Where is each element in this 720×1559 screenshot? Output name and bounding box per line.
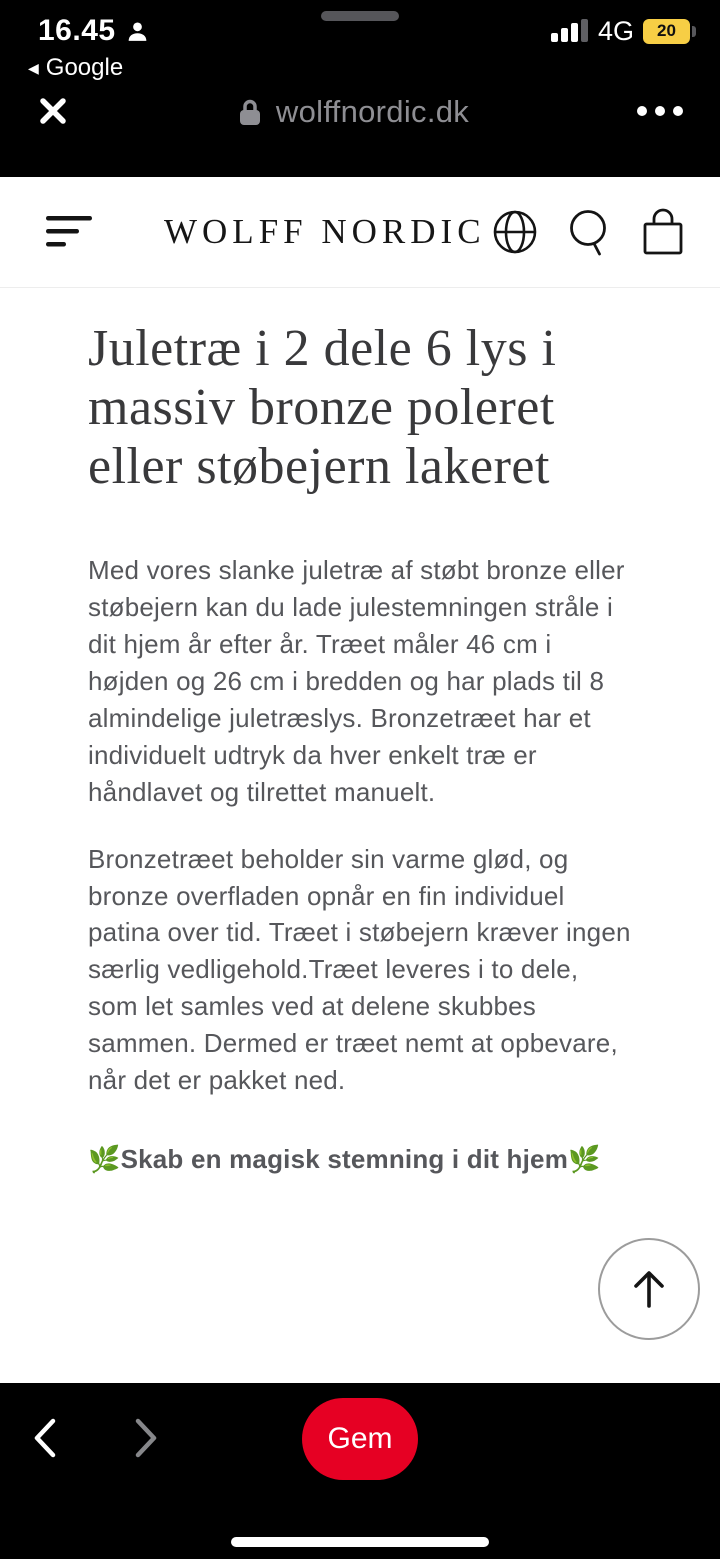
battery-percent: 20 xyxy=(657,21,676,40)
url-display[interactable] xyxy=(70,94,636,130)
nav-back-button[interactable] xyxy=(30,1416,58,1460)
pinterest-browser-bar xyxy=(0,1383,720,1559)
site-header xyxy=(0,177,720,288)
highlight-text: 🌿Skab en magisk stemning i dit hjem🌿 xyxy=(88,1143,601,1174)
ellipsis-icon xyxy=(636,105,684,117)
status-right xyxy=(551,16,696,47)
top-chrome xyxy=(0,0,720,177)
product-description xyxy=(0,288,720,1178)
chevron-right-icon xyxy=(133,1416,161,1460)
description-paragraph-2: Bronzetræet beholder sin varme glød, og bronze overfladen opnår en fin individuel patina over tid. Træet i støbejern kræver ingen særlig vedligehold.Træet leveres i to dele, som let samles ved at delene skubbes sammen. Dermed er træet nemt at opbevare, når det er pakket ned. xyxy=(88,843,631,1096)
globe-icon xyxy=(492,209,538,255)
webpage-viewport xyxy=(0,177,720,1383)
menu-button[interactable] xyxy=(46,215,94,249)
menu-icon xyxy=(46,215,94,249)
cart-bag-button[interactable] xyxy=(640,207,686,257)
home-indicator[interactable] xyxy=(231,1537,489,1547)
focus-person-icon xyxy=(125,19,150,44)
search-icon xyxy=(567,208,611,256)
battery-body xyxy=(643,19,690,44)
product-title: Juletræ i 2 dele 6 lys i massiv bronze poleret eller støbejern lakeret xyxy=(88,320,557,495)
close-browser-button[interactable] xyxy=(36,94,70,131)
back-app-label: Google xyxy=(45,54,124,81)
language-globe-button[interactable] xyxy=(492,209,538,255)
close-icon xyxy=(36,94,70,128)
search-button[interactable] xyxy=(567,208,611,256)
arrow-up-icon xyxy=(630,1268,668,1310)
shopping-bag-icon xyxy=(640,207,686,257)
url-text: wolffnordic.dk xyxy=(275,94,470,129)
save-pin-button[interactable]: Gem xyxy=(302,1398,418,1480)
chevron-left-icon xyxy=(30,1416,58,1460)
header-icons xyxy=(492,207,686,257)
battery-nub xyxy=(692,26,696,37)
browser-bar xyxy=(0,86,720,138)
scroll-to-top-button[interactable] xyxy=(598,1238,700,1340)
status-left xyxy=(38,14,150,48)
status-bar xyxy=(0,14,720,48)
signal-strength-icon xyxy=(551,19,589,43)
site-logo[interactable]: WOLFF NORDIC xyxy=(164,212,486,251)
more-options-button[interactable] xyxy=(636,105,684,120)
network-type-label: 4G xyxy=(597,15,634,46)
battery-icon xyxy=(643,19,696,44)
back-to-google-link[interactable] xyxy=(28,54,123,82)
lock-icon xyxy=(237,97,263,128)
back-triangle-icon: ◀ xyxy=(28,60,39,76)
nav-forward-button[interactable] xyxy=(133,1416,161,1460)
clock: 16.45 xyxy=(38,14,116,47)
description-paragraph-1: Med vores slanke juletræ af støbt bronze eller støbejern kan du lade julestemningen stråle i dit hjem år efter år. Træet måler 46 cm i højden og 26 cm i bredden og har plads til 8 almindelige juletræslys. Bronzetræet har et individuelt udtryk da hver enkelt træ er håndlavet og tilrettet manuelt. xyxy=(88,555,625,807)
